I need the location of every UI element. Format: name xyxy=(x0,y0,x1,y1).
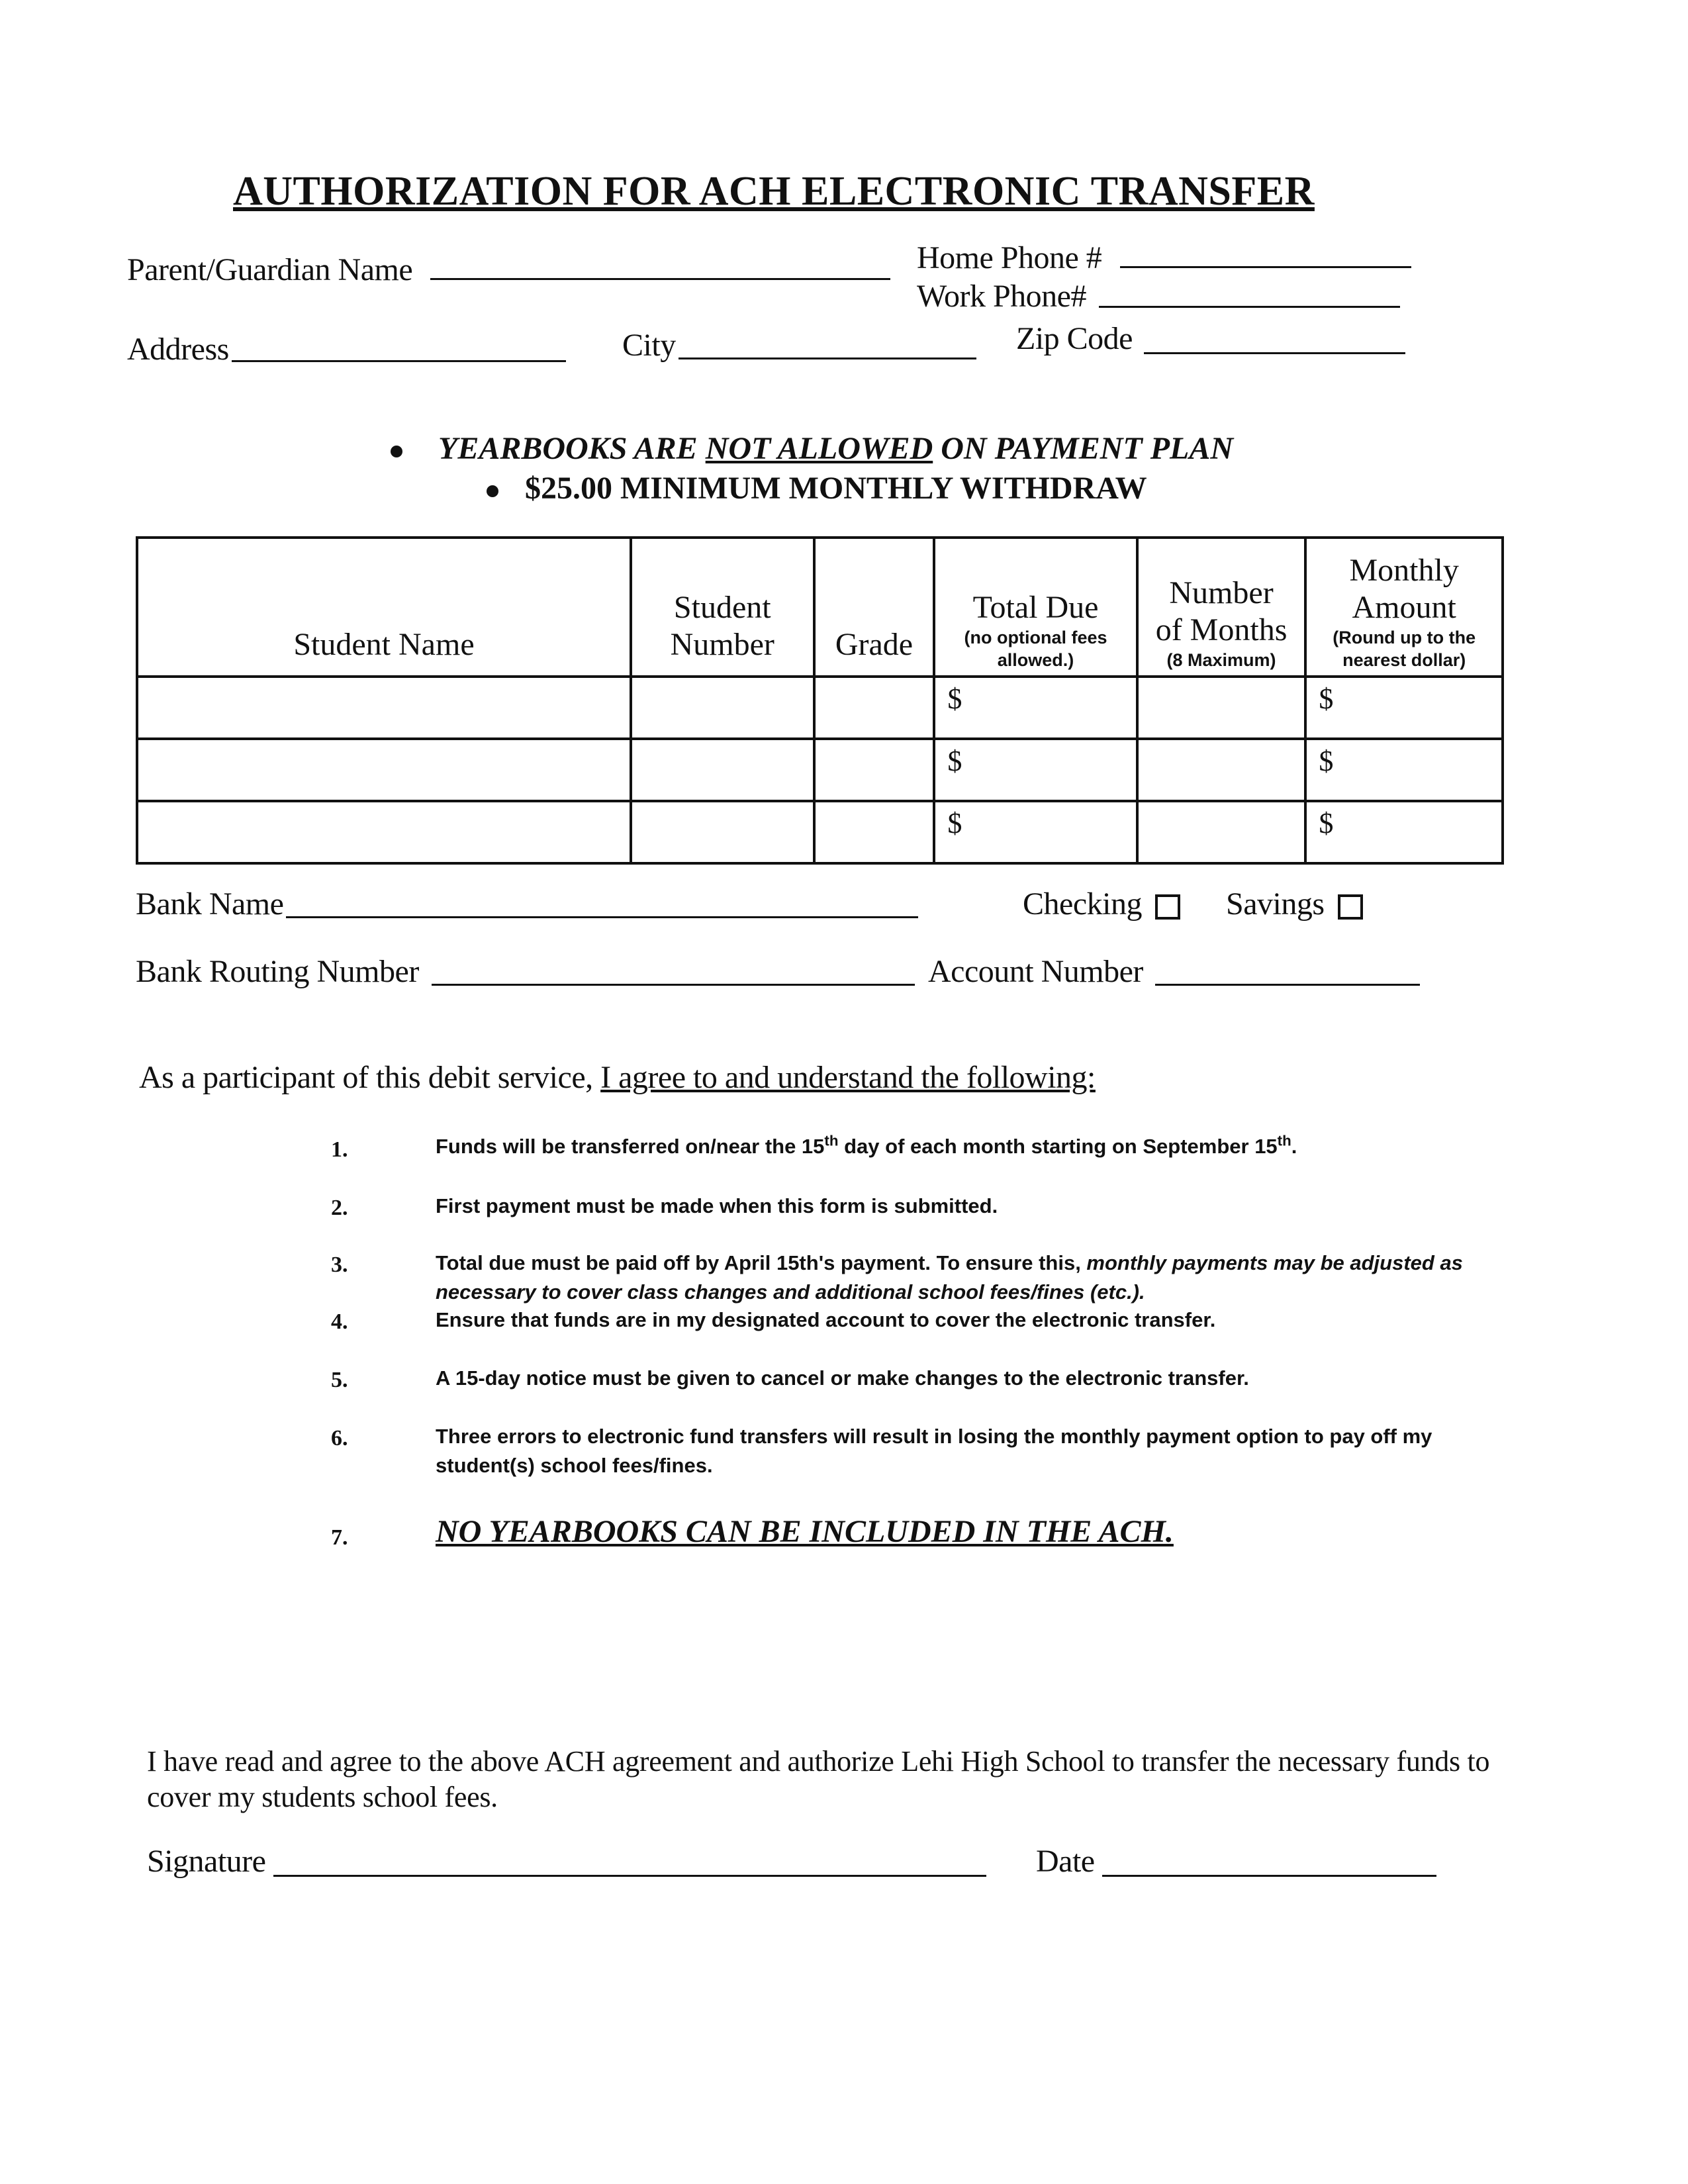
monthly-amount-cell[interactable]: $ xyxy=(1305,739,1503,801)
savings-label: Savings xyxy=(1226,886,1325,922)
col-number-of-months: Number of Months (8 Maximum) xyxy=(1137,538,1306,677)
col-monthly-amount: Monthly Amount (Round up to the nearest dollar) xyxy=(1305,538,1503,677)
bank-name-field[interactable] xyxy=(286,916,918,918)
term-number: 2. xyxy=(331,1196,348,1220)
total-due-cell[interactable]: $ xyxy=(934,739,1137,801)
total-due-cell[interactable]: $ xyxy=(934,677,1137,739)
grade-cell[interactable] xyxy=(814,801,935,863)
home-phone-label: Home Phone # xyxy=(917,240,1102,275)
term-number: 1. xyxy=(331,1137,348,1162)
checking-option[interactable] xyxy=(1023,886,1180,922)
routing-number-field[interactable] xyxy=(432,984,915,986)
col-student-name: Student Name xyxy=(137,538,631,677)
total-due-cell[interactable]: $ xyxy=(934,801,1137,863)
page-title: AUTHORIZATION FOR ACH ELECTRONIC TRANSFER xyxy=(233,169,1315,214)
months-cell[interactable] xyxy=(1137,801,1306,863)
table-row xyxy=(137,801,1503,863)
agreement-intro-text: As a participant of this debit service, xyxy=(139,1060,601,1095)
col-total-due: Total Due (no optional fees allowed.) xyxy=(934,538,1137,677)
yearbook-notice xyxy=(391,430,1233,467)
student-name-cell[interactable] xyxy=(137,677,631,739)
city-label: City xyxy=(622,328,676,363)
agreement-intro xyxy=(139,1059,1096,1096)
bullet-icon xyxy=(487,485,498,497)
term-number: 5. xyxy=(331,1368,348,1392)
date-label: Date xyxy=(1036,1844,1095,1879)
checking-label: Checking xyxy=(1023,886,1142,922)
parent-name-field[interactable] xyxy=(430,278,890,280)
table-header-row xyxy=(137,538,1503,677)
monthly-amount-cell[interactable]: $ xyxy=(1305,801,1503,863)
address-label: Address xyxy=(127,332,229,367)
term-4: Ensure that funds are in my designated account to cover the electronic transfer. xyxy=(436,1308,1216,1331)
term-2: First payment must be made when this form is submitted. xyxy=(436,1194,998,1217)
savings-checkbox[interactable] xyxy=(1338,894,1363,920)
term-1: Funds will be transferred on/near the 15th day of each month starting on September 15th. xyxy=(436,1132,1297,1158)
table-row xyxy=(137,739,1503,801)
term-number: 6. xyxy=(331,1426,348,1450)
work-phone-field[interactable] xyxy=(1099,306,1400,308)
zip-field[interactable] xyxy=(1144,352,1405,354)
work-phone-label: Work Phone# xyxy=(917,279,1086,314)
checking-checkbox[interactable] xyxy=(1155,894,1180,920)
bank-name-label: Bank Name xyxy=(136,886,284,922)
bullet-icon xyxy=(391,446,402,457)
city-field[interactable] xyxy=(679,357,976,359)
months-cell[interactable] xyxy=(1137,739,1306,801)
signature-field[interactable] xyxy=(273,1875,986,1877)
routing-number-label: Bank Routing Number xyxy=(136,954,419,989)
student-fees-table xyxy=(136,536,1504,865)
date-field[interactable] xyxy=(1102,1875,1436,1877)
notice-emphasis: NOT ALLOWED xyxy=(705,431,933,466)
term-number: 4. xyxy=(331,1309,348,1334)
months-cell[interactable] xyxy=(1137,677,1306,739)
zip-label: Zip Code xyxy=(1016,321,1133,356)
student-number-cell[interactable] xyxy=(631,677,814,739)
account-number-field[interactable] xyxy=(1155,984,1420,986)
term-5: A 15-day notice must be given to cancel or make changes to the electronic transfer. xyxy=(436,1366,1249,1390)
home-phone-field[interactable] xyxy=(1120,266,1411,268)
signature-label: Signature xyxy=(147,1844,266,1879)
table-row xyxy=(137,677,1503,739)
notice-text: ON PAYMENT PLAN xyxy=(933,431,1234,466)
term-number: 7. xyxy=(331,1525,348,1550)
account-number-label: Account Number xyxy=(928,954,1143,989)
agreement-intro-underlined: I agree to and understand the following: xyxy=(600,1060,1096,1095)
authorization-statement: I have read and agree to the above ACH agreement and authorize Lehi High School to transfer the necessary funds to cover my students school fees. xyxy=(147,1745,1490,1813)
notice-text: YEARBOOKS ARE xyxy=(438,431,706,466)
student-number-cell[interactable] xyxy=(631,739,814,801)
minimum-notice xyxy=(487,470,1147,506)
student-name-cell[interactable] xyxy=(137,739,631,801)
savings-option[interactable] xyxy=(1226,886,1363,922)
term-6: Three errors to electronic fund transfers will result in losing the monthly payment option to pay off my student(s) school fees/fines. xyxy=(436,1425,1432,1477)
parent-name-label: Parent/Guardian Name xyxy=(127,252,413,287)
term-3: Total due must be paid off by April 15th's payment. To ensure this, monthly payments may be adjusted as necessary to cover class changes and additional school fees/fines (etc.). xyxy=(436,1251,1463,1304)
address-field[interactable] xyxy=(232,360,566,362)
grade-cell[interactable] xyxy=(814,739,935,801)
term-7: NO YEARBOOKS CAN BE INCLUDED IN THE ACH. xyxy=(436,1514,1174,1549)
grade-cell[interactable] xyxy=(814,677,935,739)
notice-text: $25.00 MINIMUM MONTHLY WITHDRAW xyxy=(525,471,1147,506)
monthly-amount-cell[interactable]: $ xyxy=(1305,677,1503,739)
student-name-cell[interactable] xyxy=(137,801,631,863)
student-number-cell[interactable] xyxy=(631,801,814,863)
col-student-number: Student Number xyxy=(631,538,814,677)
term-number: 3. xyxy=(331,1253,348,1277)
col-grade: Grade xyxy=(814,538,935,677)
